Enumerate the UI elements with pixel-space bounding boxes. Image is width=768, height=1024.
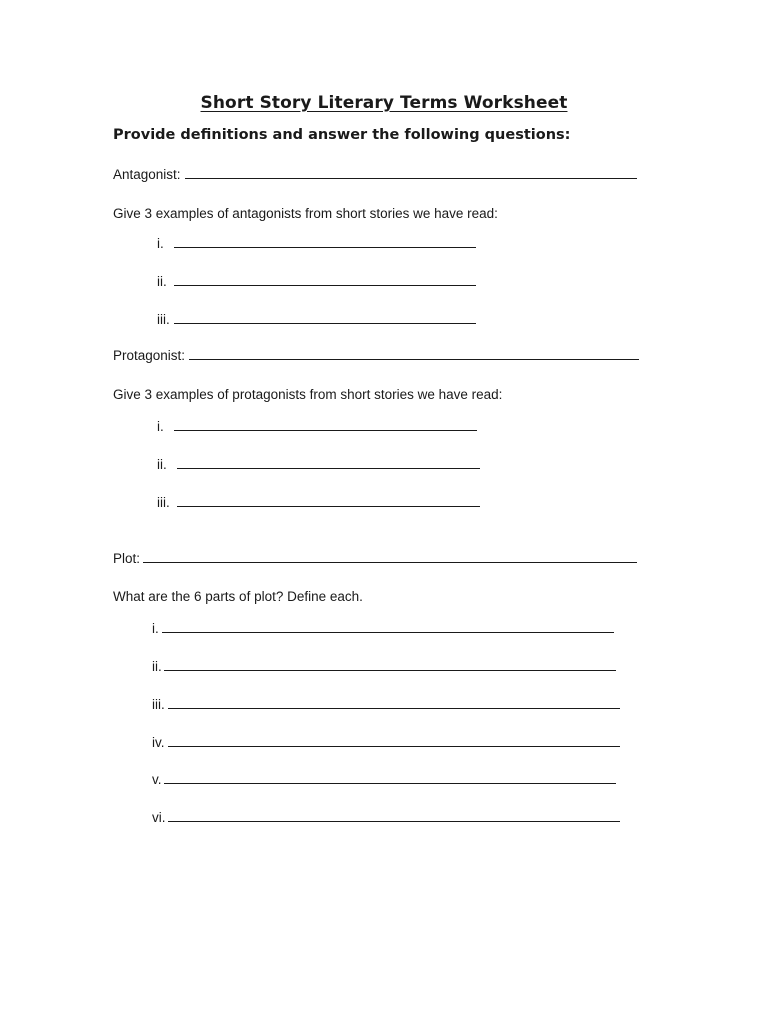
worksheet-title: Short Story Literary Terms Worksheet (200, 93, 568, 113)
plot-part-blank[interactable] (168, 734, 620, 747)
antagonist-numeral: ii. (157, 274, 167, 289)
protagonist-examples-prompt: Give 3 examples of protagonists from short stories we have read: (113, 387, 503, 402)
plot-parts-prompt: What are the 6 parts of plot? Define each. (113, 589, 363, 604)
plot-numeral: iii. (152, 697, 165, 712)
protagonist-definition-blank[interactable] (189, 347, 639, 360)
plot-label: Plot: (113, 551, 141, 566)
antagonist-numeral: i. (157, 236, 164, 251)
protagonist-example-row (157, 456, 480, 474)
plot-part-blank[interactable] (164, 771, 616, 784)
antagonist-definition-blank[interactable] (185, 166, 637, 179)
plot-numeral: ii. (152, 659, 162, 674)
protagonist-label: Protagonist: (113, 348, 186, 363)
antagonist-examples-prompt: Give 3 examples of antagonists from short stories we have read: (113, 206, 498, 221)
protagonist-example-blank[interactable] (177, 494, 480, 507)
plot-part-row (152, 658, 616, 676)
plot-definition-blank[interactable] (143, 550, 637, 563)
plot-part-row (152, 771, 616, 789)
antagonist-label: Antagonist: (113, 167, 181, 182)
protagonist-example-blank[interactable] (174, 418, 477, 431)
antagonist-numeral: iii. (157, 312, 170, 327)
plot-numeral: v. (152, 772, 162, 787)
antagonist-example-blank[interactable] (174, 235, 476, 248)
antagonist-example-row (157, 273, 476, 291)
antagonist-definition-row (113, 166, 637, 184)
antagonist-example-row (157, 235, 476, 253)
protagonist-example-row (157, 494, 480, 512)
protagonist-example-row (157, 418, 477, 436)
plot-part-row (152, 620, 614, 638)
antagonist-example-row (157, 311, 476, 329)
antagonist-example-blank[interactable] (174, 273, 476, 286)
protagonist-numeral: iii. (157, 495, 170, 510)
plot-part-blank[interactable] (164, 658, 616, 671)
plot-part-row (152, 809, 620, 827)
protagonist-numeral: ii. (157, 457, 167, 472)
plot-definition-row (113, 550, 637, 568)
plot-part-blank[interactable] (162, 620, 614, 633)
protagonist-numeral: i. (157, 419, 164, 434)
plot-part-row (152, 696, 620, 714)
plot-part-row (152, 734, 620, 752)
instructions-heading: Provide definitions and answer the following questions: (113, 127, 571, 143)
antagonist-example-blank[interactable] (174, 311, 476, 324)
plot-part-blank[interactable] (168, 696, 620, 709)
protagonist-example-blank[interactable] (177, 456, 480, 469)
plot-numeral: i. (152, 621, 159, 636)
plot-numeral: iv. (152, 735, 165, 750)
plot-part-blank[interactable] (168, 809, 620, 822)
plot-numeral: vi. (152, 810, 166, 825)
protagonist-definition-row (113, 347, 639, 365)
